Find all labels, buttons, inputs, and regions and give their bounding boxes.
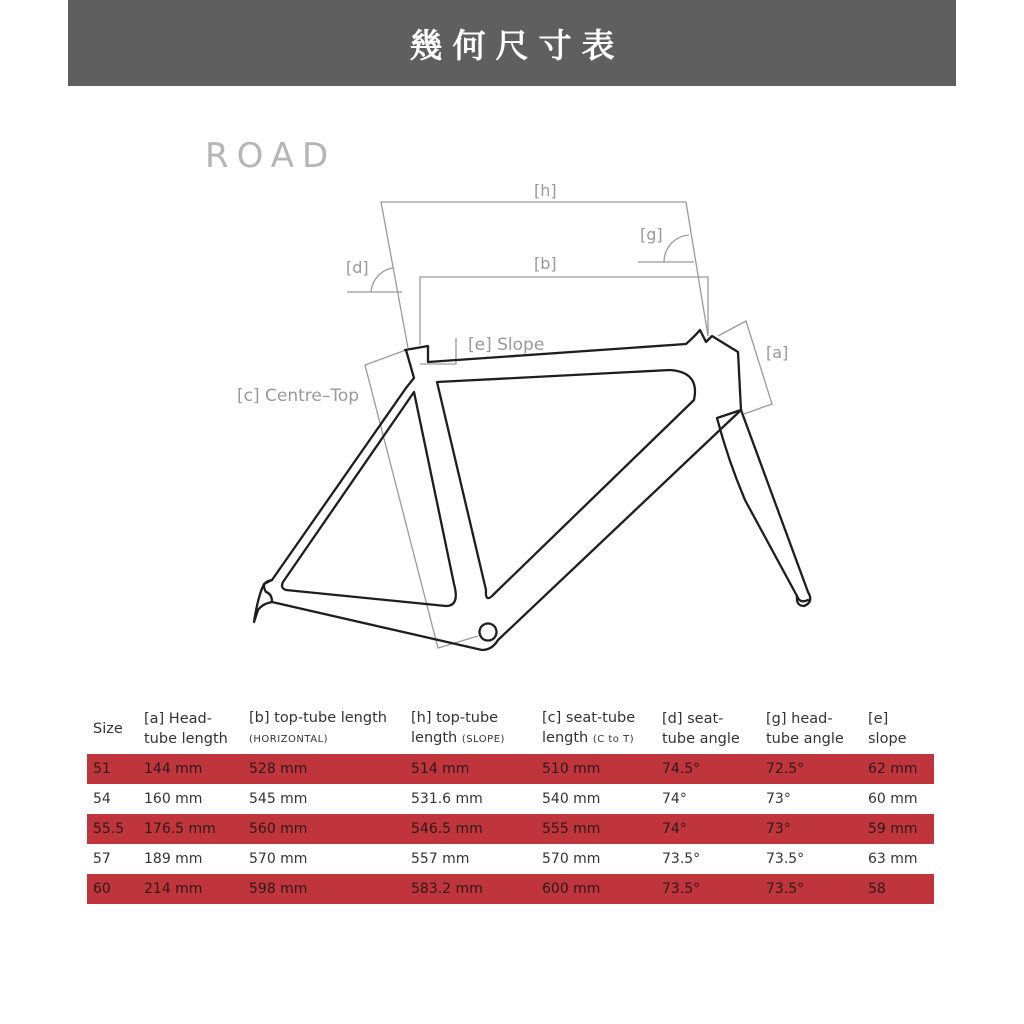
cell-top-tube-horizontal: 570 mm: [249, 844, 411, 874]
dimension-a: [718, 321, 772, 414]
label-g: [g]: [640, 225, 663, 244]
cell-size: 54: [87, 784, 144, 814]
header-seat-tube-angle: [d] seat- tube angle: [662, 711, 740, 747]
cell-slope: 60 mm: [868, 784, 934, 814]
cell-head-tube-angle: 72.5°: [766, 754, 868, 784]
table-header-row: [87, 704, 934, 754]
table-row: [87, 874, 934, 904]
cell-top-tube-horizontal: 545 mm: [249, 784, 411, 814]
cell-head-tube-length: 144 mm: [144, 754, 249, 784]
table-row: [87, 814, 934, 844]
cell-top-tube-slope: 546.5 mm: [411, 814, 542, 844]
cell-top-tube-slope: 583.2 mm: [411, 874, 542, 904]
cell-head-tube-length: 189 mm: [144, 844, 249, 874]
dimension-g-arc: [664, 235, 689, 262]
dimension-d-arc: [371, 268, 393, 292]
geometry-table: [87, 704, 934, 904]
header-slope: [e] slope: [868, 711, 907, 747]
cell-slope: 58: [868, 874, 934, 904]
label-a: [a]: [766, 343, 789, 362]
cell-head-tube-angle: 73°: [766, 814, 868, 844]
bottom-bracket: [480, 624, 497, 641]
cell-seat-tube-length: 600 mm: [542, 874, 662, 904]
header-size: Size: [93, 721, 123, 737]
cell-top-tube-slope: 557 mm: [411, 844, 542, 874]
cell-size: 57: [87, 844, 144, 874]
cell-head-tube-length: 214 mm: [144, 874, 249, 904]
cell-top-tube-slope: 514 mm: [411, 754, 542, 784]
cell-top-tube-horizontal: 598 mm: [249, 874, 411, 904]
cell-slope: 63 mm: [868, 844, 934, 874]
cell-seat-tube-length: 510 mm: [542, 754, 662, 784]
rear-triangle-inner: [282, 392, 456, 606]
cell-seat-tube-angle: 74°: [662, 814, 766, 844]
page-title: 幾何尺寸表: [409, 25, 625, 65]
label-b: [b]: [534, 254, 557, 273]
table-row: [87, 784, 934, 814]
header-head-tube-angle: [g] head- tube angle: [766, 711, 844, 747]
cell-top-tube-horizontal: 528 mm: [249, 754, 411, 784]
cell-head-tube-length: 176.5 mm: [144, 814, 249, 844]
main-triangle-inner: [437, 370, 695, 598]
header-head-tube-length: [a] Head- tube length: [144, 711, 228, 747]
header-top-tube-length-slope: [h] top-tube length (SLOPE): [411, 710, 505, 746]
label-h: [h]: [534, 181, 557, 200]
cell-seat-tube-angle: 73.5°: [662, 874, 766, 904]
cell-size: 60: [87, 874, 144, 904]
cell-size: 51: [87, 754, 144, 784]
cell-seat-tube-angle: 73.5°: [662, 844, 766, 874]
fork-dropout: [797, 596, 808, 601]
dimension-b: [420, 277, 708, 345]
cell-head-tube-length: 160 mm: [144, 784, 249, 814]
fork: [717, 410, 810, 606]
cell-slope: 62 mm: [868, 754, 934, 784]
rear-dropout: [264, 580, 272, 602]
cell-seat-tube-length: 555 mm: [542, 814, 662, 844]
table-row: [87, 844, 934, 874]
cell-seat-tube-angle: 74.5°: [662, 754, 766, 784]
cell-seat-tube-length: 570 mm: [542, 844, 662, 874]
label-d: [d]: [346, 258, 369, 277]
label-e-slope: [e] Slope: [468, 335, 545, 355]
cell-top-tube-horizontal: 560 mm: [249, 814, 411, 844]
cell-slope: 59 mm: [868, 814, 934, 844]
table-row: [87, 754, 934, 784]
cell-head-tube-angle: 73.5°: [766, 874, 868, 904]
road-title: ROAD: [205, 136, 337, 176]
cell-top-tube-slope: 531.6 mm: [411, 784, 542, 814]
cell-head-tube-angle: 73°: [766, 784, 868, 814]
header-seat-tube-length: [c] seat-tube length (C to T): [542, 710, 636, 746]
frame-outline: [254, 330, 810, 650]
label-c-centre-top: [c] Centre–Top: [237, 386, 360, 406]
dimension-h: [381, 202, 708, 348]
cell-head-tube-angle: 73.5°: [766, 844, 868, 874]
cell-seat-tube-length: 540 mm: [542, 784, 662, 814]
cell-size: 55.5: [87, 814, 144, 844]
cell-seat-tube-angle: 74°: [662, 784, 766, 814]
header-top-tube-length-horizontal: [b] top-tube length (HORIZONTAL): [249, 710, 387, 745]
